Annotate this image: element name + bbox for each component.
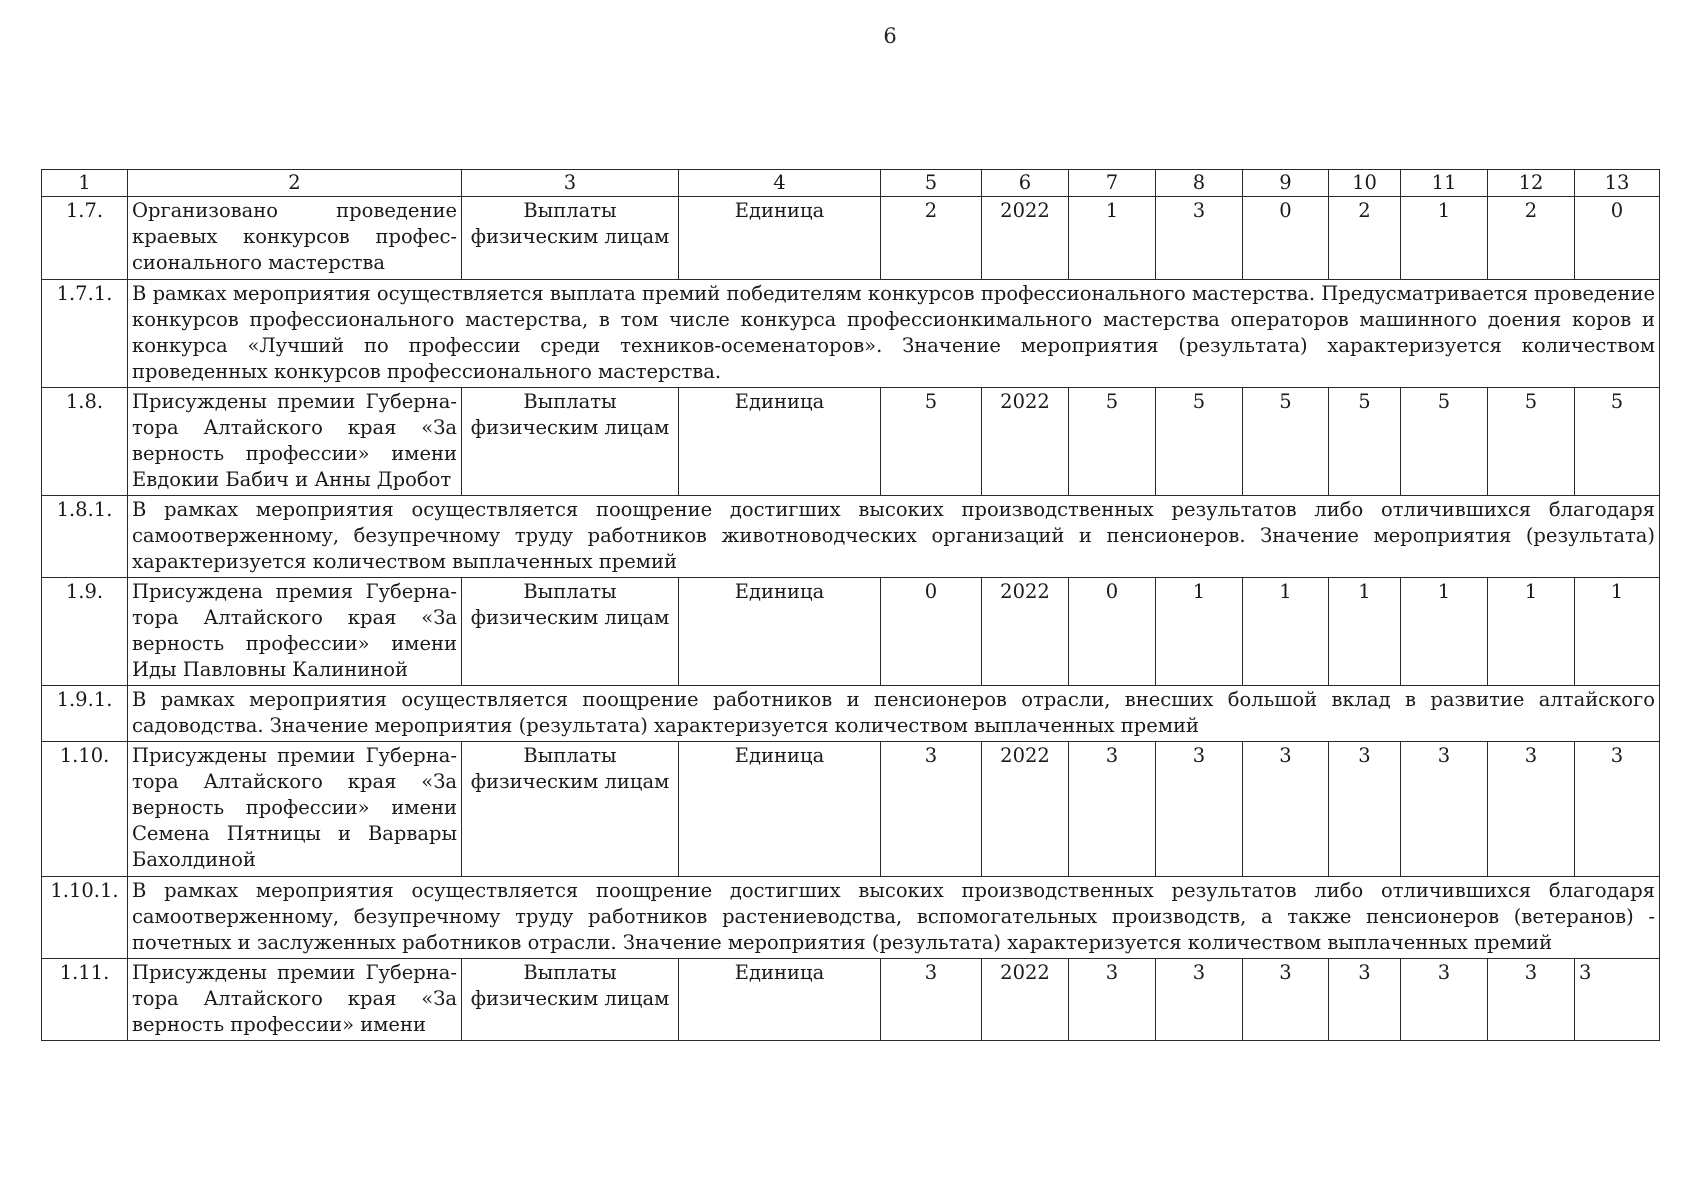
item-row <box>42 578 1660 686</box>
column-header: 12 <box>1488 170 1575 197</box>
item-value: 1 <box>1488 578 1575 686</box>
description-number: 1.8.1. <box>42 496 128 578</box>
item-number: 1.8. <box>42 388 128 496</box>
column-header: 1 <box>42 170 128 197</box>
item-name: Организовано проведение краевых конкурсов профес-сионального мастерства <box>128 197 462 280</box>
item-row <box>42 742 1660 877</box>
item-value: 3 <box>881 959 982 1041</box>
column-header: 11 <box>1401 170 1488 197</box>
column-header: 8 <box>1156 170 1243 197</box>
description-text: В рамках мероприятия осуществляется поощрение достигших высоких производственных результатов либо отличившихся благодаря самоотверженному, безупречному труду работников растениеводства, вспомогательных производств, а также пенсионеров (ветеранов) - почетных и заслуженных работников отрасли. Значение мероприятия (результата) характеризуется количеством выплаченных премий <box>128 877 1660 959</box>
item-value: 2022 <box>982 742 1069 877</box>
item-name: Присуждены премии Губерна-тора Алтайского края «За верность профессии» имени <box>128 959 462 1041</box>
item-value: 2022 <box>982 959 1069 1041</box>
item-value: 2 <box>1488 197 1575 280</box>
item-value: 2 <box>1329 197 1401 280</box>
item-value: 1 <box>1575 578 1660 686</box>
page-number: 6 <box>883 24 897 48</box>
item-value: 2022 <box>982 578 1069 686</box>
item-row <box>42 388 1660 496</box>
item-value: 1 <box>1329 578 1401 686</box>
column-header: 13 <box>1575 170 1660 197</box>
item-value: 2022 <box>982 197 1069 280</box>
item-number: 1.11. <box>42 959 128 1041</box>
item-value: 5 <box>1488 388 1575 496</box>
item-value: 3 <box>1069 742 1156 877</box>
item-value: 1 <box>1401 578 1488 686</box>
item-value: 0 <box>1243 197 1329 280</box>
item-value: 3 <box>1488 742 1575 877</box>
item-value: 3 <box>1329 959 1401 1041</box>
item-unit: Единица <box>679 578 881 686</box>
item-number: 1.7. <box>42 197 128 280</box>
item-value: 1 <box>1243 578 1329 686</box>
item-value: 0 <box>1575 197 1660 280</box>
column-header: 3 <box>462 170 679 197</box>
item-value: 3 <box>1156 197 1243 280</box>
item-unit: Единица <box>679 959 881 1041</box>
description-number: 1.10.1. <box>42 877 128 959</box>
item-value: 3 <box>1488 959 1575 1041</box>
item-value: 3 <box>1243 742 1329 877</box>
item-value: 5 <box>1243 388 1329 496</box>
item-value: 3 <box>1156 959 1243 1041</box>
item-row <box>42 959 1660 1041</box>
item-unit: Единица <box>679 742 881 877</box>
item-value: 2 <box>881 197 982 280</box>
description-row <box>42 686 1660 742</box>
item-name: Присуждены премии Губерна-тора Алтайского края «За верность профессии» имени Евдокии Бабич и Анны Дробот <box>128 388 462 496</box>
column-header: 5 <box>881 170 982 197</box>
description-text: В рамках мероприятия осуществляется выплата премий победителям конкурсов профессионального мастерства. Предусматривается проведение конкурсов профессионального мастерства, в том числе конкурса профессионкимального мастерства операторов машинного доения коров и конкурса «Лучший по профессии среди техников-осеменаторов». Значение мероприятия (результата) характеризуется количеством проведенных конкурсов профессионального мастерства. <box>128 280 1660 388</box>
item-unit: Единица <box>679 197 881 280</box>
item-value: 5 <box>881 388 982 496</box>
item-type: Выплаты физическим лицам <box>462 578 679 686</box>
column-header: 4 <box>679 170 881 197</box>
description-text: В рамках мероприятия осуществляется поощрение работников и пенсионеров отрасли, внесших большой вклад в развитие алтайского садоводства. Значение мероприятия (результата) характеризуется количеством выплаченных премий <box>128 686 1660 742</box>
item-type: Выплаты физическим лицам <box>462 388 679 496</box>
column-header: 7 <box>1069 170 1156 197</box>
item-value: 5 <box>1329 388 1401 496</box>
item-value: 5 <box>1069 388 1156 496</box>
item-unit: Единица <box>679 388 881 496</box>
column-header: 2 <box>128 170 462 197</box>
item-value: 3 <box>881 742 982 877</box>
item-type: Выплаты физическим лицам <box>462 959 679 1041</box>
description-row <box>42 877 1660 959</box>
item-value: 5 <box>1156 388 1243 496</box>
item-type: Выплаты физическим лицам <box>462 197 679 280</box>
item-value: 3 <box>1243 959 1329 1041</box>
item-value: 5 <box>1401 388 1488 496</box>
description-number: 1.7.1. <box>42 280 128 388</box>
item-value: 1 <box>1069 197 1156 280</box>
item-value: 0 <box>1069 578 1156 686</box>
description-row <box>42 496 1660 578</box>
item-type: Выплаты физическим лицам <box>462 742 679 877</box>
column-header: 9 <box>1243 170 1329 197</box>
item-value: 0 <box>881 578 982 686</box>
item-value: 2022 <box>982 388 1069 496</box>
description-text: В рамках мероприятия осуществляется поощрение достигших высоких производственных результатов либо отличившихся благодаря самоотверженному, безупречному труду работников животноводческих организаций и пенсионеров. Значение мероприятия (результата) характеризуется количеством выплаченных премий <box>128 496 1660 578</box>
item-value: 1 <box>1401 197 1488 280</box>
item-value: 3 <box>1575 959 1660 1041</box>
description-row <box>42 280 1660 388</box>
item-number: 1.10. <box>42 742 128 877</box>
column-header: 6 <box>982 170 1069 197</box>
item-value: 5 <box>1575 388 1660 496</box>
item-name: Присуждены премии Губерна-тора Алтайского края «За верность профессии» имени Семена Пятницы и Варвары Бахолдиной <box>128 742 462 877</box>
item-row <box>42 197 1660 280</box>
item-value: 3 <box>1575 742 1660 877</box>
item-value: 3 <box>1401 959 1488 1041</box>
item-value: 3 <box>1069 959 1156 1041</box>
description-number: 1.9.1. <box>42 686 128 742</box>
indicators-table <box>41 169 1660 1041</box>
item-name: Присуждена премия Губерна-тора Алтайского края «За верность профессии» имени Иды Павловны Калининой <box>128 578 462 686</box>
item-value: 1 <box>1156 578 1243 686</box>
item-value: 3 <box>1156 742 1243 877</box>
item-number: 1.9. <box>42 578 128 686</box>
item-value: 3 <box>1329 742 1401 877</box>
header-row <box>42 170 1660 197</box>
column-header: 10 <box>1329 170 1401 197</box>
item-value: 3 <box>1401 742 1488 877</box>
